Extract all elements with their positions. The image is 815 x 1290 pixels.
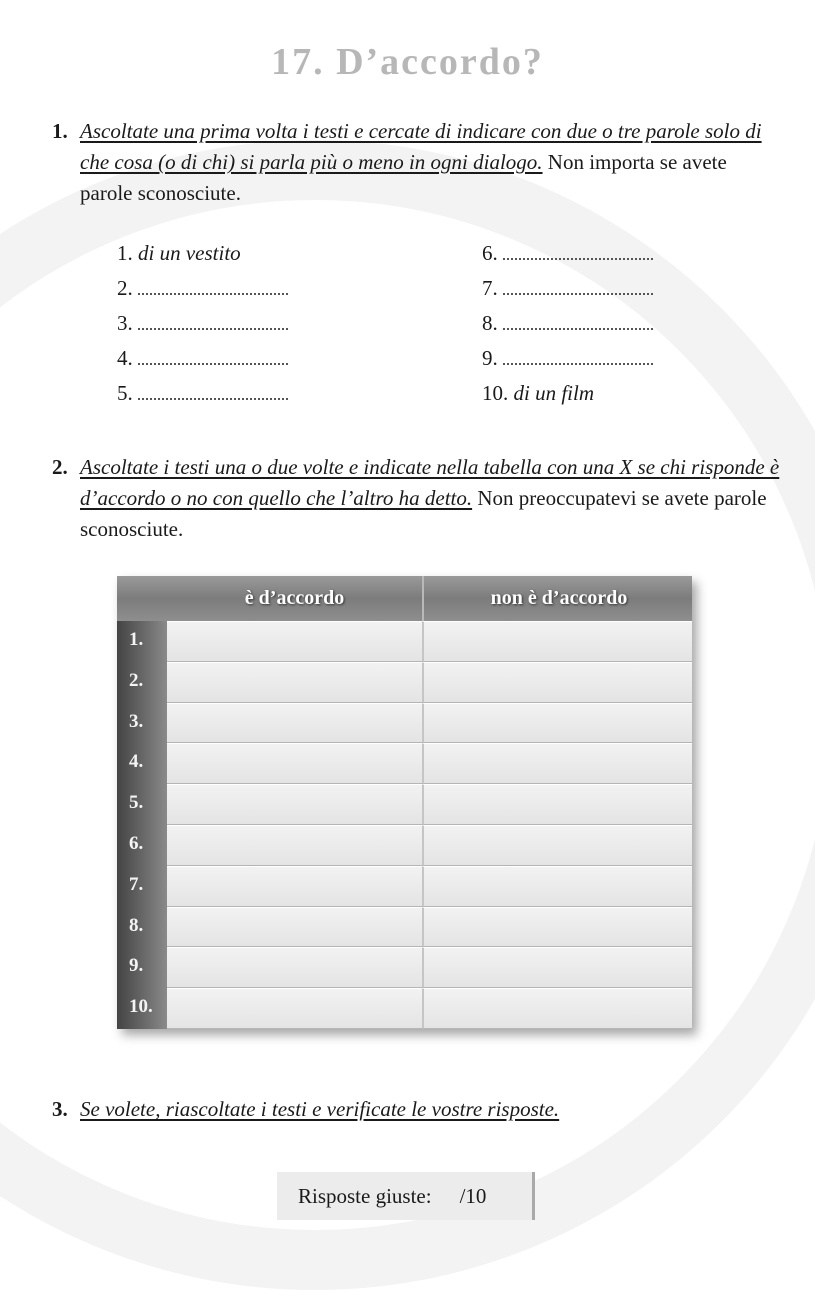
answer-item-9 [482, 341, 653, 376]
answer-item-8 [482, 306, 653, 341]
exercise-2-underlined-text: Ascoltate i testi una o due volte e indicate nella tabella con una X se chi risponde è d’accordo o no con quello che l’altro ha detto. [80, 455, 780, 510]
exercise-1-number: 1. [52, 119, 68, 143]
score-label: Risposte giuste: [298, 1184, 432, 1208]
answer-number: 9. [482, 346, 498, 370]
answer-blank-field[interactable] [503, 277, 653, 295]
row-number: 3. [117, 703, 167, 744]
answer-number: 5. [117, 381, 133, 405]
exercise-2-plain-text: Non preoccupatevi se avete parole sconosciute. [80, 486, 767, 541]
table-row [117, 907, 692, 948]
answer-blank-field[interactable] [138, 277, 288, 295]
cell-agree[interactable] [167, 743, 422, 784]
table-row [117, 662, 692, 703]
row-number: 10. [117, 988, 167, 1029]
cell-disagree[interactable] [422, 662, 692, 703]
table-row [117, 784, 692, 825]
row-number: 6. [117, 825, 167, 866]
table-body [117, 621, 692, 1029]
row-number: 9. [117, 947, 167, 988]
cell-agree[interactable] [167, 825, 422, 866]
table-row [117, 947, 692, 988]
answer-value: di un film [513, 381, 595, 405]
cell-agree[interactable] [167, 988, 422, 1029]
row-number: 8. [117, 907, 167, 948]
row-number: 4. [117, 743, 167, 784]
exercise-1 [52, 116, 782, 209]
answer-blank-field[interactable] [138, 347, 288, 365]
cell-disagree[interactable] [422, 907, 692, 948]
score-total: /10 [459, 1184, 487, 1208]
exercise-2-instructions [80, 452, 782, 545]
cell-disagree[interactable] [422, 703, 692, 744]
cell-agree[interactable] [167, 866, 422, 907]
exercise-3 [52, 1094, 782, 1125]
cell-disagree[interactable] [422, 621, 692, 662]
cell-disagree[interactable] [422, 866, 692, 907]
table-row [117, 825, 692, 866]
row-number: 2. [117, 662, 167, 703]
exercise-2 [52, 452, 782, 545]
cell-agree[interactable] [167, 947, 422, 988]
answer-blank-field[interactable] [138, 312, 288, 330]
answer-item-10 [482, 376, 594, 411]
cell-disagree[interactable] [422, 825, 692, 866]
answer-blank-field[interactable] [503, 347, 653, 365]
cell-disagree[interactable] [422, 784, 692, 825]
exercise-1-underlined-text: Ascoltate una prima volta i testi e cercate di indicare con due o tre parole solo di che cosa (o di chi) si parla più o meno in ogni dialogo. [80, 119, 762, 174]
row-number: 7. [117, 866, 167, 907]
answer-number: 6. [482, 241, 498, 265]
cell-agree[interactable] [167, 662, 422, 703]
column-header-agree: è d’accordo [244, 587, 345, 609]
answer-blank-field[interactable] [503, 242, 653, 260]
answer-number: 1. [117, 241, 133, 265]
cell-disagree[interactable] [422, 947, 692, 988]
answer-item-1 [117, 236, 241, 271]
cell-agree[interactable] [167, 621, 422, 662]
answer-item-7 [482, 271, 653, 306]
exercise-1-instructions [80, 116, 782, 209]
answer-item-3 [117, 306, 288, 341]
cell-disagree[interactable] [422, 743, 692, 784]
cell-agree[interactable] [167, 784, 422, 825]
answer-blank-field[interactable] [138, 382, 288, 400]
answer-item-4 [117, 341, 288, 376]
exercise-2-number: 2. [52, 455, 68, 479]
exercise-3-number: 3. [52, 1097, 68, 1121]
table-row [117, 866, 692, 907]
answer-value: di un vestito [138, 241, 241, 265]
table-row [117, 621, 692, 662]
answer-number: 2. [117, 276, 133, 300]
answer-item-2 [117, 271, 288, 306]
answer-number: 10. [482, 381, 509, 405]
cell-disagree[interactable] [422, 988, 692, 1029]
table-row [117, 988, 692, 1029]
answer-number: 4. [117, 346, 133, 370]
page-title: 17. D’accordo? [271, 41, 544, 83]
row-number: 1. [117, 621, 167, 662]
column-header-disagree: non è d’accordo [422, 576, 694, 621]
cell-agree[interactable] [167, 703, 422, 744]
table-header [117, 576, 692, 621]
exercise-3-instructions [80, 1094, 782, 1125]
exercise-1-plain-text: Non importa se avete parole sconosciute. [80, 150, 727, 205]
table-row [117, 743, 692, 784]
answer-number: 3. [117, 311, 133, 335]
answer-blank-field[interactable] [503, 312, 653, 330]
row-number: 5. [117, 784, 167, 825]
answer-number: 8. [482, 311, 498, 335]
exercise-3-underlined-text: Se volete, riascoltate i testi e verificate le vostre risposte. [80, 1097, 560, 1121]
cell-agree[interactable] [167, 907, 422, 948]
score-box [277, 1172, 535, 1220]
agreement-table [117, 576, 692, 1029]
answer-item-6 [482, 236, 653, 271]
table-row [117, 703, 692, 744]
answer-item-5 [117, 376, 288, 411]
answer-number: 7. [482, 276, 498, 300]
